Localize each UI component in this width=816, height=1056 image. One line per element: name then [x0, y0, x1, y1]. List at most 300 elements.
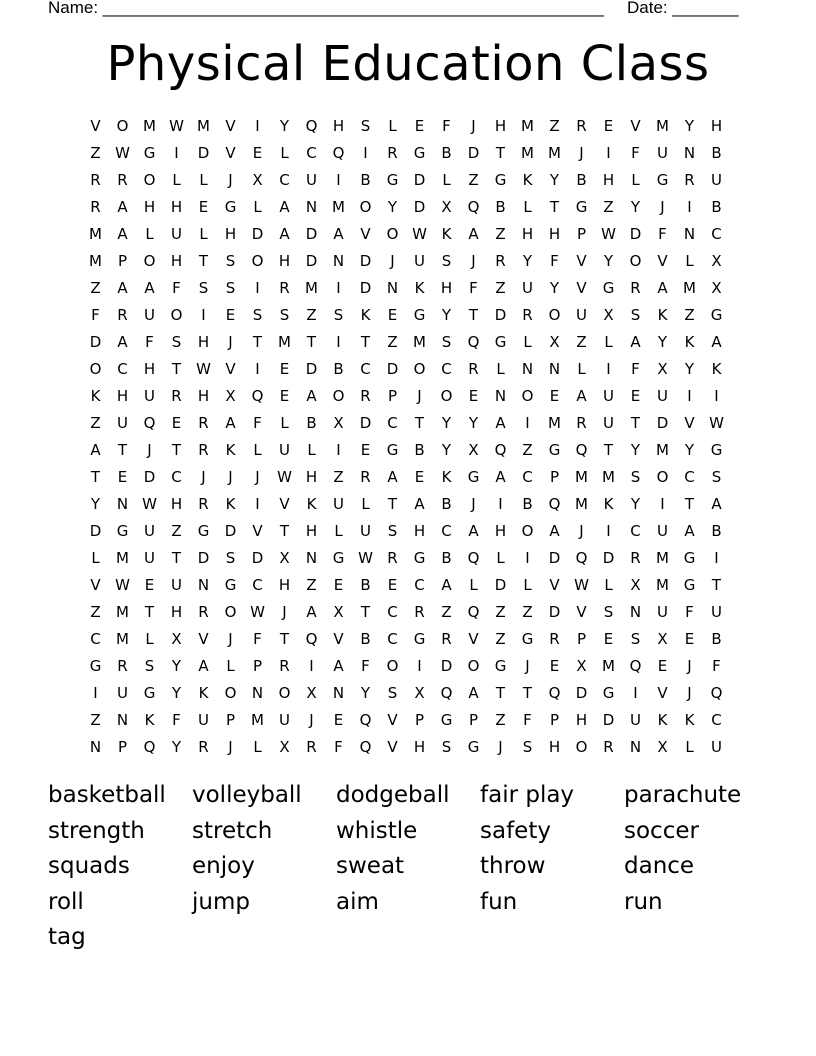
grid-letter: H — [440, 278, 453, 297]
grid-letter: U — [657, 143, 668, 162]
grid-letter: B — [441, 548, 452, 567]
word-list-item: run — [624, 888, 663, 915]
grid-letter: W — [412, 224, 427, 243]
grid-letter: U — [522, 278, 533, 297]
grid-letter: G — [548, 440, 561, 459]
grid-letter: K — [684, 710, 695, 729]
grid-letter: M — [332, 197, 345, 216]
grid-letter: I — [309, 656, 314, 675]
grid-letter: G — [413, 548, 426, 567]
grid-letter: J — [579, 521, 584, 540]
grid-letter: X — [171, 629, 182, 648]
grid-letter: X — [279, 737, 290, 756]
grid-letter: M — [602, 467, 615, 486]
grid-letter: S — [225, 278, 236, 297]
grid-letter: E — [279, 386, 290, 405]
grid-letter: S — [603, 602, 614, 621]
grid-letter: T — [387, 494, 398, 513]
grid-letter: G — [224, 197, 237, 216]
grid-letter: C — [90, 629, 101, 648]
grid-letter: G — [683, 575, 696, 594]
grid-letter: D — [359, 278, 372, 297]
grid-letter: T — [468, 305, 479, 324]
grid-row — [82, 274, 742, 301]
grid-letter: D — [197, 548, 210, 567]
grid-letter: U — [117, 683, 128, 702]
grid-letter: U — [198, 710, 209, 729]
grid-letter: C — [360, 359, 371, 378]
grid-letter: Y — [171, 683, 182, 702]
grid-letter: R — [198, 413, 209, 432]
grid-letter: N — [683, 143, 696, 162]
grid-letter: U — [630, 710, 641, 729]
grid-letter: R — [198, 602, 209, 621]
grid-letter: U — [144, 386, 155, 405]
grid-letter: Y — [630, 440, 641, 459]
grid-letter: Y — [279, 116, 290, 135]
grid-letter: N — [116, 710, 129, 729]
grid-letter: G — [494, 656, 507, 675]
grid-letter: Q — [494, 440, 507, 459]
grid-letter: M — [656, 116, 669, 135]
grid-letter: R — [198, 494, 209, 513]
grid-letter: C — [117, 359, 128, 378]
grid-letter: R — [198, 440, 209, 459]
word-list-item: tag — [48, 924, 86, 950]
grid-letter: Z — [90, 413, 101, 432]
grid-letter: K — [360, 305, 371, 324]
grid-letter: H — [170, 251, 183, 270]
grid-letter: A — [144, 278, 155, 297]
grid-letter: D — [629, 224, 642, 243]
header-line — [48, 0, 748, 18]
grid-letter: N — [116, 494, 129, 513]
grid-letter: T — [171, 440, 182, 459]
grid-letter: F — [253, 629, 262, 648]
grid-letter: S — [711, 467, 722, 486]
grid-letter: F — [172, 710, 181, 729]
grid-row — [82, 571, 742, 598]
grid-letter: C — [171, 467, 182, 486]
grid-letter: A — [495, 467, 506, 486]
grid-letter: T — [414, 413, 425, 432]
grid-letter: E — [468, 386, 479, 405]
grid-letter: Z — [306, 305, 317, 324]
grid-letter: L — [253, 440, 262, 459]
grid-letter: M — [89, 251, 102, 270]
grid-letter: I — [525, 413, 530, 432]
grid-letter: M — [521, 143, 534, 162]
grid-letter: U — [144, 521, 155, 540]
grid-letter: X — [711, 278, 722, 297]
grid-letter: S — [360, 116, 371, 135]
grid-letter: A — [90, 440, 101, 459]
grid-letter: N — [629, 737, 642, 756]
grid-letter: L — [361, 494, 370, 513]
grid-letter: H — [413, 521, 426, 540]
grid-letter: H — [224, 224, 237, 243]
grid-letter: M — [575, 467, 588, 486]
grid-letter: C — [252, 575, 263, 594]
grid-letter: H — [548, 737, 561, 756]
grid-letter: D — [89, 521, 102, 540]
grid-letter: S — [630, 305, 641, 324]
grid-letter: K — [603, 494, 614, 513]
grid-letter: I — [255, 278, 260, 297]
grid-letter: R — [603, 737, 614, 756]
grid-letter: U — [360, 521, 371, 540]
grid-letter: U — [603, 386, 614, 405]
grid-letter: I — [714, 386, 719, 405]
grid-letter: T — [360, 602, 371, 621]
grid-letter: F — [550, 251, 559, 270]
grid-letter: R — [441, 629, 452, 648]
word-list-item: basketball — [48, 782, 166, 808]
grid-letter: L — [199, 170, 208, 189]
grid-letter: Z — [387, 332, 398, 351]
grid-letter: Y — [90, 494, 101, 513]
grid-letter: Y — [441, 440, 452, 459]
grid-letter: U — [657, 521, 668, 540]
grid-letter: W — [709, 413, 724, 432]
grid-letter: J — [255, 467, 260, 486]
grid-letter: E — [171, 413, 182, 432]
grid-letter: I — [255, 359, 260, 378]
grid-letter: L — [91, 548, 100, 567]
grid-letter: V — [549, 575, 560, 594]
grid-letter: L — [604, 332, 613, 351]
grid-letter: R — [414, 602, 425, 621]
grid-row — [82, 706, 742, 733]
grid-letter: H — [548, 224, 561, 243]
grid-letter: X — [549, 332, 560, 351]
grid-letter: D — [143, 467, 156, 486]
grid-letter: X — [603, 305, 614, 324]
grid-letter: E — [279, 359, 290, 378]
grid-letter: M — [656, 548, 669, 567]
grid-letter: T — [198, 251, 209, 270]
grid-letter: H — [197, 386, 210, 405]
grid-letter: Q — [305, 629, 318, 648]
grid-row — [82, 544, 742, 571]
grid-letter: I — [417, 656, 422, 675]
grid-letter: R — [576, 116, 587, 135]
grid-letter: P — [252, 656, 263, 675]
grid-letter: M — [413, 332, 426, 351]
word-list-item: aim — [336, 888, 379, 915]
grid-letter: G — [440, 710, 453, 729]
grid-letter: H — [494, 521, 507, 540]
grid-letter: P — [576, 629, 587, 648]
grid-letter: J — [228, 332, 233, 351]
grid-letter: Y — [441, 305, 452, 324]
grid-row — [82, 247, 742, 274]
grid-letter: B — [360, 575, 371, 594]
grid-letter: B — [711, 143, 722, 162]
grid-letter: A — [711, 332, 722, 351]
grid-letter: N — [683, 224, 696, 243]
grid-letter: R — [630, 278, 641, 297]
grid-letter: K — [657, 305, 668, 324]
grid-letter: F — [631, 143, 640, 162]
grid-letter: U — [603, 413, 614, 432]
grid-letter: Q — [440, 683, 453, 702]
grid-letter: I — [336, 440, 341, 459]
grid-letter: H — [170, 197, 183, 216]
grid-letter: B — [576, 170, 587, 189]
grid-letter: X — [306, 683, 317, 702]
grid-letter: Q — [575, 440, 588, 459]
grid-letter: G — [332, 548, 345, 567]
grid-letter: C — [306, 143, 317, 162]
grid-letter: Q — [143, 737, 156, 756]
grid-letter: L — [307, 440, 316, 459]
grid-letter: H — [170, 602, 183, 621]
grid-letter: H — [170, 494, 183, 513]
grid-letter: S — [387, 683, 398, 702]
word-list-item: throw — [480, 853, 546, 879]
grid-letter: L — [388, 116, 397, 135]
grid-letter: Y — [387, 197, 398, 216]
word-list-item: soccer — [624, 817, 699, 844]
grid-letter: J — [660, 197, 665, 216]
grid-letter: E — [117, 467, 128, 486]
grid-letter: R — [684, 170, 695, 189]
grid-letter: V — [657, 683, 668, 702]
grid-row — [82, 490, 742, 517]
grid-letter: D — [575, 683, 588, 702]
grid-letter: O — [251, 251, 264, 270]
grid-letter: C — [522, 467, 533, 486]
grid-letter: K — [657, 710, 668, 729]
grid-letter: J — [228, 170, 233, 189]
grid-letter: B — [360, 629, 371, 648]
word-list-item: jump — [192, 888, 250, 915]
grid-letter: A — [279, 224, 290, 243]
grid-letter: I — [255, 494, 260, 513]
grid-letter: O — [440, 386, 453, 405]
grid-letter: S — [198, 278, 209, 297]
grid-letter: X — [630, 575, 641, 594]
grid-letter: R — [117, 305, 128, 324]
grid-letter: S — [522, 737, 533, 756]
grid-letter: I — [687, 197, 692, 216]
grid-row — [82, 301, 742, 328]
grid-letter: D — [413, 170, 426, 189]
grid-letter: P — [117, 737, 128, 756]
grid-letter: Q — [467, 197, 480, 216]
grid-letter: I — [525, 548, 530, 567]
grid-letter: L — [226, 656, 235, 675]
grid-letter: F — [631, 359, 640, 378]
grid-letter: T — [549, 197, 560, 216]
grid-letter: Z — [522, 602, 533, 621]
grid-letter: W — [169, 116, 184, 135]
grid-letter: A — [684, 521, 695, 540]
grid-letter: O — [170, 305, 183, 324]
grid-letter: Y — [630, 494, 641, 513]
grid-letter: R — [90, 197, 101, 216]
grid-letter: T — [603, 440, 614, 459]
grid-letter: P — [117, 251, 128, 270]
word-list — [48, 778, 788, 956]
grid-letter: Z — [495, 710, 506, 729]
grid-letter: E — [684, 629, 695, 648]
grid-letter: V — [90, 575, 101, 594]
grid-row — [82, 409, 742, 436]
grid-letter: Z — [495, 278, 506, 297]
grid-letter: D — [305, 359, 318, 378]
grid-letter: B — [711, 521, 722, 540]
grid-letter: I — [174, 143, 179, 162]
grid-letter: J — [687, 683, 692, 702]
grid-letter: Y — [171, 737, 182, 756]
grid-letter: L — [685, 251, 694, 270]
grid-letter: I — [660, 494, 665, 513]
grid-letter: V — [198, 629, 209, 648]
grid-row — [82, 355, 742, 382]
grid-letter: V — [225, 116, 236, 135]
grid-letter: R — [279, 278, 290, 297]
grid-letter: O — [224, 683, 237, 702]
grid-letter: S — [441, 251, 452, 270]
grid-letter: A — [306, 602, 317, 621]
grid-letter: M — [89, 224, 102, 243]
grid-letter: X — [414, 683, 425, 702]
grid-letter: J — [390, 251, 395, 270]
grid-letter: P — [225, 710, 236, 729]
grid-letter: E — [549, 386, 560, 405]
grid-letter: O — [359, 197, 372, 216]
grid-letter: M — [683, 278, 696, 297]
word-list-item: squads — [48, 853, 130, 879]
grid-letter: E — [414, 116, 425, 135]
grid-letter: L — [685, 737, 694, 756]
grid-letter: R — [306, 737, 317, 756]
grid-row — [82, 193, 742, 220]
grid-letter: D — [440, 656, 453, 675]
grid-letter: A — [198, 656, 209, 675]
grid-letter: K — [684, 332, 695, 351]
grid-letter: Q — [305, 116, 318, 135]
grid-letter: J — [228, 737, 233, 756]
grid-letter: J — [228, 629, 233, 648]
grid-letter: M — [116, 602, 129, 621]
grid-letter: S — [441, 332, 452, 351]
grid-letter: B — [441, 143, 452, 162]
grid-letter: Y — [171, 656, 182, 675]
grid-letter: X — [657, 737, 668, 756]
grid-letter: F — [172, 278, 181, 297]
grid-letter: R — [279, 656, 290, 675]
grid-letter: P — [576, 224, 587, 243]
grid-letter: C — [711, 224, 722, 243]
grid-letter: M — [602, 656, 615, 675]
grid-letter: S — [225, 251, 236, 270]
grid-letter: S — [333, 305, 344, 324]
grid-letter: U — [306, 170, 317, 189]
grid-letter: T — [306, 332, 317, 351]
word-list-item: stretch — [192, 817, 273, 844]
grid-letter: M — [278, 332, 291, 351]
grid-letter: D — [359, 413, 372, 432]
grid-letter: H — [143, 359, 156, 378]
grid-letter: F — [658, 224, 667, 243]
grid-letter: E — [333, 710, 344, 729]
grid-row — [82, 625, 742, 652]
grid-letter: M — [143, 116, 156, 135]
grid-row — [82, 598, 742, 625]
grid-letter: E — [549, 656, 560, 675]
grid-letter: W — [196, 359, 211, 378]
grid-letter: A — [468, 224, 479, 243]
grid-letter: G — [197, 521, 210, 540]
grid-letter: N — [197, 575, 210, 594]
page-title: Physical Education Class — [106, 36, 710, 92]
grid-letter: J — [471, 116, 476, 135]
grid-letter: U — [171, 575, 182, 594]
grid-letter: H — [143, 197, 156, 216]
grid-letter: G — [494, 332, 507, 351]
grid-letter: G — [413, 305, 426, 324]
grid-letter: C — [441, 521, 452, 540]
grid-letter: W — [601, 224, 616, 243]
grid-row — [82, 679, 742, 706]
grid-letter: R — [198, 737, 209, 756]
grid-letter: A — [468, 683, 479, 702]
grid-letter: O — [575, 737, 588, 756]
grid-letter: X — [252, 170, 263, 189]
grid-letter: D — [251, 548, 264, 567]
grid-letter: F — [442, 116, 451, 135]
grid-letter: V — [225, 143, 236, 162]
grid-letter: B — [522, 494, 533, 513]
grid-letter: S — [144, 656, 155, 675]
grid-letter: Q — [467, 548, 480, 567]
grid-letter: T — [90, 467, 101, 486]
grid-letter: A — [306, 386, 317, 405]
grid-letter: D — [413, 197, 426, 216]
grid-letter: X — [333, 602, 344, 621]
grid-letter: E — [198, 197, 209, 216]
grid-letter: E — [144, 575, 155, 594]
grid-letter: V — [387, 737, 398, 756]
grid-letter: I — [255, 116, 260, 135]
grid-letter: L — [280, 143, 289, 162]
grid-letter: U — [711, 737, 722, 756]
grid-letter: K — [414, 278, 425, 297]
grid-letter: G — [89, 656, 102, 675]
grid-letter: J — [687, 656, 692, 675]
grid-letter: K — [522, 170, 533, 189]
grid-letter: Y — [657, 332, 668, 351]
grid-letter: Y — [549, 278, 560, 297]
grid-letter: Q — [548, 683, 561, 702]
grid-letter: C — [630, 521, 641, 540]
grid-letter: K — [225, 494, 236, 513]
grid-letter: I — [336, 278, 341, 297]
grid-letter: D — [197, 143, 210, 162]
word-list-item: fair play — [480, 782, 575, 808]
grid-letter: A — [333, 656, 344, 675]
grid-letter: Q — [332, 143, 345, 162]
grid-letter: C — [387, 602, 398, 621]
grid-letter: U — [657, 602, 668, 621]
grid-letter: O — [143, 170, 156, 189]
grid-letter: Y — [684, 440, 695, 459]
grid-letter: T — [144, 602, 155, 621]
grid-letter: E — [630, 386, 641, 405]
